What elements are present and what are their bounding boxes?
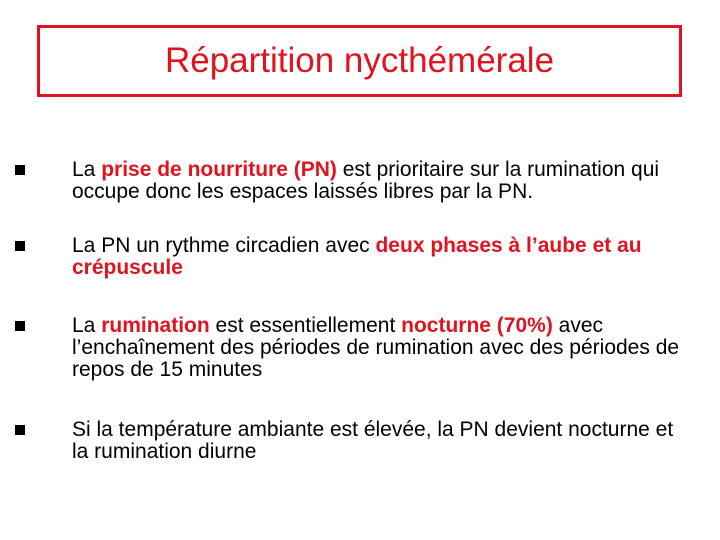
bullet-item xyxy=(72,315,692,381)
bullet-text: Si la température ambiante est élevée, la PN devient nocturne et la rumination diurne xyxy=(72,418,674,463)
square-bullet-icon xyxy=(15,321,25,331)
bullet-item xyxy=(72,235,692,279)
bullet-item xyxy=(72,419,692,463)
square-bullet-icon xyxy=(15,165,25,175)
bullet-item xyxy=(72,159,692,203)
square-bullet-icon xyxy=(15,241,25,251)
square-bullet-icon xyxy=(15,425,25,435)
bullet-text: La rumination est essentiellement nocturne (70%) avec l’enchaînement des périodes de rumination avec des périodes de repos de 15 minutes xyxy=(72,314,680,381)
slide-title: Répartition nycthémérale xyxy=(164,41,555,80)
bullet-text: La PN un rythme circadien avec deux phases à l’aube et au crépuscule xyxy=(72,234,642,279)
bullet-text: La prise de nourriture (PN) est prioritaire sur la rumination qui occupe donc les espaces laissés libres par la PN. xyxy=(72,158,660,203)
